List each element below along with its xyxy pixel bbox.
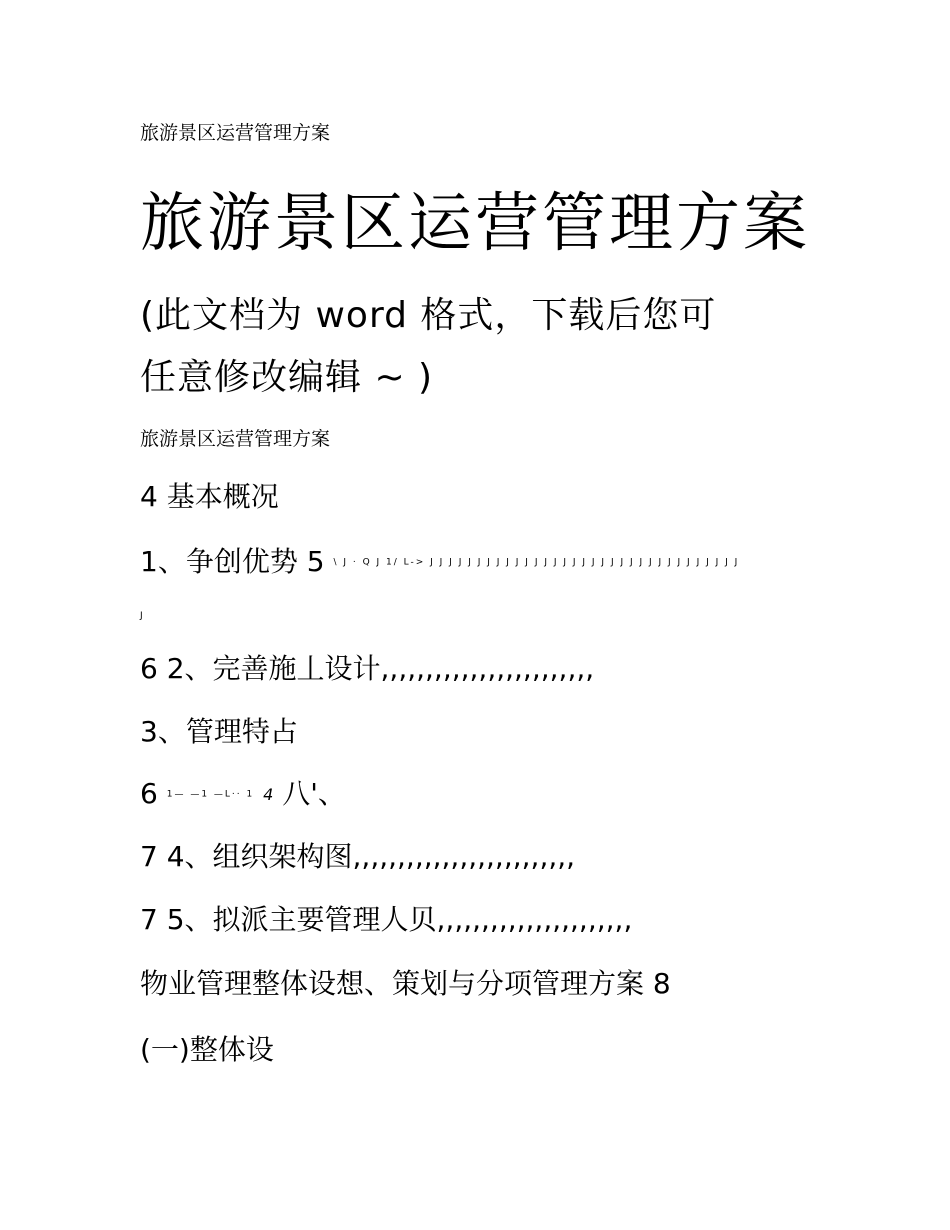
toc-line-basic-overview: 4 基本概况: [140, 480, 279, 513]
toc-line-key-staff: 7 5、拟派主要管理人贝,,,,,,,,,,,,,,,,,,,,,,: [140, 903, 633, 936]
running-header: 旅游景区运营管理方案: [140, 122, 331, 144]
subtitle-line-2: 任意修改编辑 ~ ): [140, 357, 434, 398]
toc-line-garbled: [140, 777, 346, 810]
toc-line-garbled-start: 6: [140, 777, 158, 810]
toc-line-construction-design: 6 2、完善施丄设计,,,,,,,,,,,,,,,,,,,,,,,,: [140, 652, 595, 685]
toc-line-org-chart: 7 4、组织架构图,,,,,,,,,,,,,,,,,,,,,,,,,: [140, 840, 576, 873]
document-title: 旅游景区运营管理方案: [140, 187, 810, 261]
toc-line-advantages: [140, 545, 740, 578]
toc-line-section-one: (一)整体设: [140, 1033, 274, 1066]
toc-line-garbled-mid: 4: [263, 785, 274, 804]
toc-line-management-features: 3、管理特占: [140, 715, 298, 748]
toc-leader-dots: \ J · Q J 1/ L-> J J J J J J J J J J J J J J J J J J J J J J J J J J J J J J J J J: [333, 557, 740, 568]
toc-line-advantages-text: 1、争创优势 5: [140, 545, 325, 578]
repeat-header: 旅游景区运营管理方案: [140, 428, 331, 450]
subtitle-line-1: (此文档为 word 格式，下载后您可: [140, 295, 717, 336]
toc-line-garbled-end: 八'、: [282, 777, 346, 810]
toc-leader-wrap: J: [140, 611, 143, 621]
toc-line-garbled-tiny: 1— —1 —L·· 1: [166, 789, 255, 800]
toc-line-overall-plan: 物业管理整体设想、策划与分项管理方案 8: [140, 967, 671, 1000]
